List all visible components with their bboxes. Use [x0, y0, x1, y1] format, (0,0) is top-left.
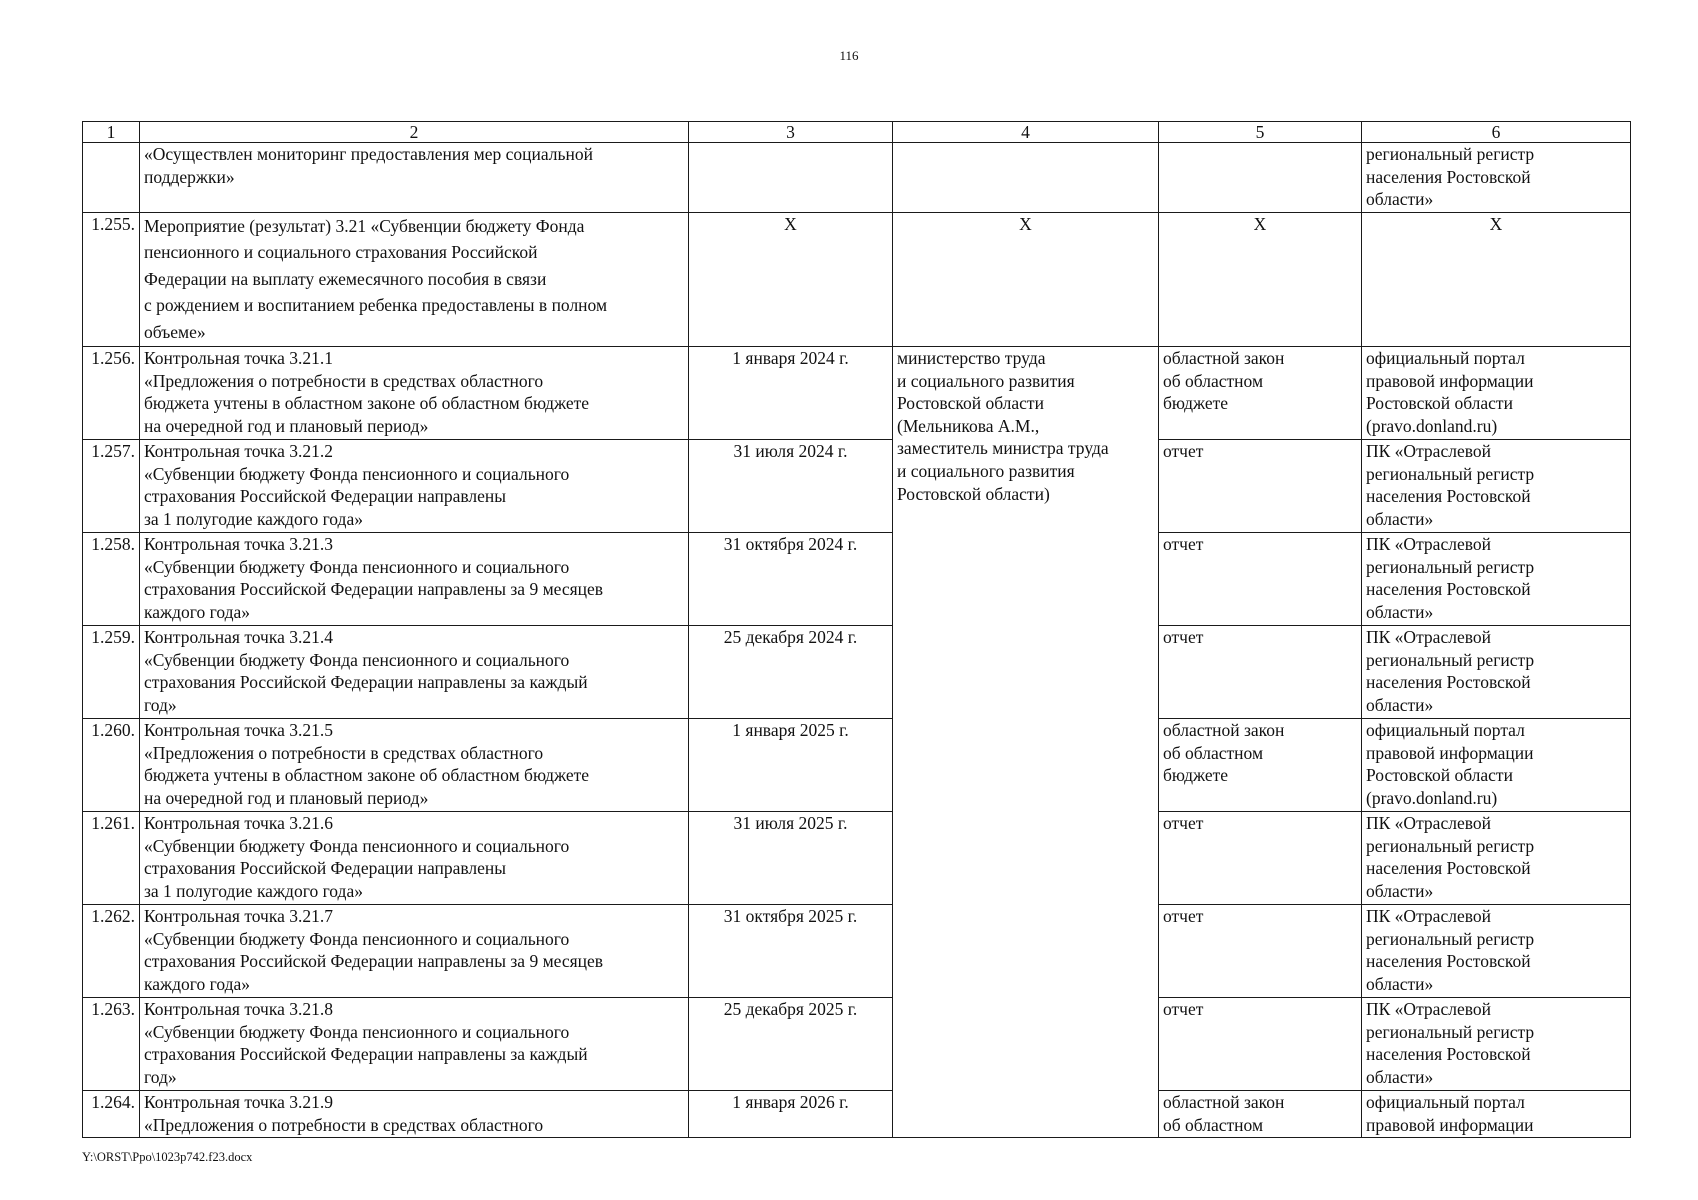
event-row	[83, 213, 1631, 347]
info-system-cell: официальный портал правовой информации Ростовской области (pravo.donland.ru)	[1362, 719, 1631, 812]
date-cell: 31 октября 2024 г.	[689, 533, 893, 626]
row-number-cell: 1.258.	[83, 533, 140, 626]
info-system-cell: ПК «Отраслевой региональный регистр населения Ростовской области»	[1362, 905, 1631, 998]
column-header: 4	[893, 122, 1159, 143]
info-system-cell: ПК «Отраслевой региональный регистр населения Ростовской области»	[1362, 812, 1631, 905]
document-cell: отчет	[1159, 626, 1362, 719]
table-row	[83, 812, 1631, 905]
row-number-cell: 1.256.	[83, 347, 140, 440]
row-number-cell: 1.260.	[83, 719, 140, 812]
column-header: 2	[140, 122, 689, 143]
info-system-cell: ПК «Отраслевой региональный регистр населения Ростовской области»	[1362, 626, 1631, 719]
row-number-cell: 1.259.	[83, 626, 140, 719]
table-row	[83, 440, 1631, 533]
info-system-cell: региональный регистр населения Ростовской области»	[1362, 143, 1631, 213]
row-number-cell: 1.264.	[83, 1091, 140, 1138]
column-header: 5	[1159, 122, 1362, 143]
date-cell: 25 декабря 2025 г.	[689, 998, 893, 1091]
file-path-footer: Y:\ORST\Ppo\1023p742.f23.docx	[82, 1150, 253, 1164]
executor-cell: X	[893, 213, 1159, 347]
info-system-cell: официальный портал правовой информации Ростовской области (pravo.donland.ru)	[1362, 347, 1631, 440]
info-system-cell: ПК «Отраслевой региональный регистр населения Ростовской области»	[1362, 440, 1631, 533]
info-system-cell: официальный портал правовой информации	[1362, 1091, 1631, 1138]
date-cell: 31 октября 2025 г.	[689, 905, 893, 998]
document-cell	[1159, 143, 1362, 213]
document-cell: областной закон об областном бюджете	[1159, 719, 1362, 812]
info-system-cell: ПК «Отраслевой региональный регистр населения Ростовской области»	[1362, 533, 1631, 626]
table-row	[83, 533, 1631, 626]
document-cell: областной закон об областном бюджете	[1159, 347, 1362, 440]
column-header: 1	[83, 122, 140, 143]
description-cell: Контрольная точка 3.21.5 «Предложения о потребности в средствах областного бюджета учтены в областном законе об областном бюджете на очередной год и плановый период»	[140, 719, 689, 812]
description-cell: «Осуществлен мониторинг предоставления мер социальной поддержки»	[140, 143, 689, 213]
description-cell: Контрольная точка 3.21.8 «Субвенции бюджету Фонда пенсионного и социального страхования Российской Федерации направлены за каждый год»	[140, 998, 689, 1091]
column-header: 3	[689, 122, 893, 143]
document-cell: отчет	[1159, 998, 1362, 1091]
table-row	[83, 1091, 1631, 1138]
description-cell: Контрольная точка 3.21.1 «Предложения о потребности в средствах областного бюджета учтены в областном законе об областном бюджете на очередной год и плановый период»	[140, 347, 689, 440]
date-cell: 1 января 2025 г.	[689, 719, 893, 812]
description-cell: Контрольная точка 3.21.6 «Субвенции бюджету Фонда пенсионного и социального страхования Российской Федерации направлены за 1 полугодие каждого года»	[140, 812, 689, 905]
column-header: 6	[1362, 122, 1631, 143]
executor-cell	[893, 143, 1159, 213]
table-header-row	[83, 122, 1631, 143]
executor-cell: министерство труда и социального развития Ростовской области (Мельникова А.М., заместитель министра труда и социального развития Ростовской области)	[893, 347, 1159, 1138]
row-number-cell: 1.261.	[83, 812, 140, 905]
row-number-cell: 1.262.	[83, 905, 140, 998]
date-cell: 31 июля 2024 г.	[689, 440, 893, 533]
document-cell: отчет	[1159, 812, 1362, 905]
row-number-cell: 1.257.	[83, 440, 140, 533]
document-cell: отчет	[1159, 533, 1362, 626]
table-row	[83, 626, 1631, 719]
row-number-cell	[83, 143, 140, 213]
row-number-cell: 1.263.	[83, 998, 140, 1091]
info-system-cell: ПК «Отраслевой региональный регистр населения Ростовской области»	[1362, 998, 1631, 1091]
description-cell: Контрольная точка 3.21.7 «Субвенции бюджету Фонда пенсионного и социального страхования Российской Федерации направлены за 9 месяцев каждого года»	[140, 905, 689, 998]
table-row	[83, 905, 1631, 998]
document-cell: отчет	[1159, 440, 1362, 533]
description-cell: Контрольная точка 3.21.9 «Предложения о потребности в средствах областного	[140, 1091, 689, 1138]
info-system-cell: X	[1362, 213, 1631, 347]
date-cell: 1 января 2024 г.	[689, 347, 893, 440]
date-cell: 31 июля 2025 г.	[689, 812, 893, 905]
continuation-row	[83, 143, 1631, 213]
description-cell: Контрольная точка 3.21.2 «Субвенции бюджету Фонда пенсионного и социального страхования Российской Федерации направлены за 1 полугодие каждого года»	[140, 440, 689, 533]
document-cell: X	[1159, 213, 1362, 347]
description-cell: Мероприятие (результат) 3.21 «Субвенции бюджету Фонда пенсионного и социального страхования Российской Федерации на выплату ежемесячного пособия в связи с рождением и воспитанием ребенка предоставлены в полном объеме»	[140, 213, 689, 347]
date-cell	[689, 143, 893, 213]
description-cell: Контрольная точка 3.21.4 «Субвенции бюджету Фонда пенсионного и социального страхования Российской Федерации направлены за каждый год»	[140, 626, 689, 719]
document-cell: отчет	[1159, 905, 1362, 998]
date-cell: 1 января 2026 г.	[689, 1091, 893, 1138]
row-number-cell: 1.255.	[83, 213, 140, 347]
table-row	[83, 998, 1631, 1091]
control-points-table	[82, 121, 1631, 1138]
document-cell: областной закон об областном	[1159, 1091, 1362, 1138]
page-number: 116	[839, 48, 859, 63]
table-row	[83, 719, 1631, 812]
date-cell: X	[689, 213, 893, 347]
description-cell: Контрольная точка 3.21.3 «Субвенции бюджету Фонда пенсионного и социального страхования Российской Федерации направлены за 9 месяцев каждого года»	[140, 533, 689, 626]
table-row	[83, 347, 1631, 440]
date-cell: 25 декабря 2024 г.	[689, 626, 893, 719]
